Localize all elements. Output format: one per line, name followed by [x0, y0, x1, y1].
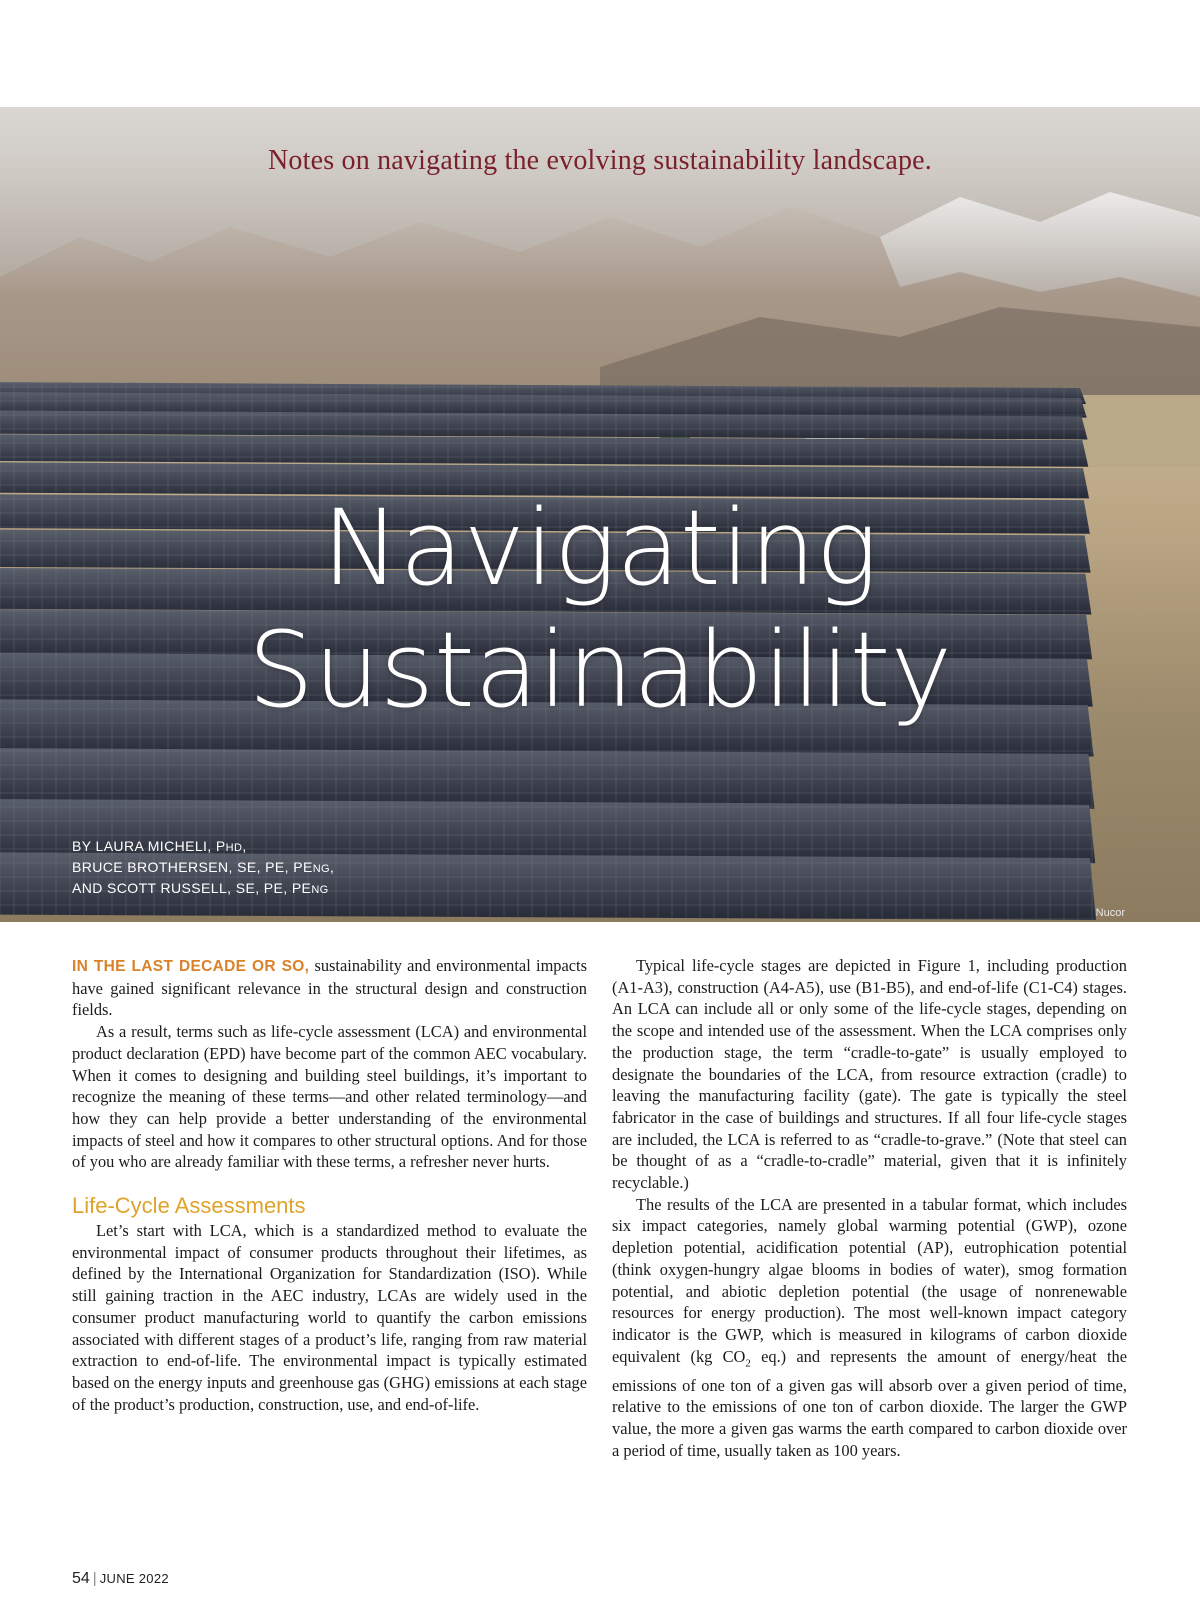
page-footer	[72, 1570, 169, 1588]
paragraph: Let’s start with LCA, which is a standardized method to evaluate the environmental impact of consumer products throughout their lifetimes, as defined by the International Organization for Standardization (ISO). While still gaining traction in the AEC industry, LCAs are widely used in the consumer product manufacturing world to quantify the carbon emissions associated with different stages of a product’s life, ranging from raw material extraction to end-of-life. The environmental impact is typically estimated based on the energy inputs and greenhouse gas (GHG) emissions at each stage of the product’s production, construction, use, and end-of-life.	[72, 1221, 587, 1414]
paragraph: As a result, terms such as life-cycle assessment (LCA) and environmental product declaration (EPD) have become part of the common AEC vocabulary. When it comes to designing and building steel buildings, it’s important to recognize the meaning of these terms—and other related terminology—and how they can help provide a better understanding of the environmental impacts of steel and how it compares to other structural options. And for those of you who are already familiar with these terms, a refresher never hurts.	[72, 1022, 587, 1172]
hero-photo	[0, 107, 1200, 922]
lead-in: IN THE LAST DECADE OR SO,	[72, 958, 310, 975]
page-number: 54	[72, 1570, 90, 1587]
solar-panel-row	[0, 434, 1088, 467]
section-heading: Life-Cycle Assessments	[72, 1193, 306, 1219]
paragraph: Typical life-cycle stages are depicted in Figure 1, including production (A1-A3), construction (A4-A5), use (B1-B5), and end-of-life (C1-C4) stages. An LCA can include all or only some of the life-cycle stages, depending on the scope and intended use of the assessment. When the LCA comprises only the production stage, the term “cradle-to-gate” is usually employed to designate the boundaries of the LCA, from resource extraction (cradle) to leaving the manufacturing facility (gate). The gate is typically the steel fabricator in the case of buildings and structures. If all four life-cycle stages are included, the LCA is referred to as “cradle-to-grave.” (Note that steel can be thought of as a “cradle-to-cradle” material, given that it is infinitely recyclable.)	[612, 956, 1127, 1193]
page-title	[0, 487, 1200, 731]
hero-subtitle: Notes on navigating the evolving sustainability landscape.	[267, 145, 933, 176]
footer-separator: |	[92, 1570, 97, 1587]
author-byline	[72, 837, 334, 900]
byline-line-2: BRUCE BROTHERSEN, SE, PE, PENG,	[72, 859, 335, 875]
solar-panel-row	[0, 748, 1094, 809]
photo-credit: Nucor	[1095, 907, 1125, 919]
title-line-2: Sustainability	[247, 609, 953, 731]
byline-line-3: AND SCOTT RUSSELL, SE, PE, PENG	[72, 880, 329, 896]
paragraph: The results of the LCA are presented in a tabular format, which includes six impact categories, namely global warming potential (GWP), ozone depletion potential, acidification potential (AP), eutrophication potential (think oxygen-hungry algae blooms in bodies of water), smog formation potential, and abiotic depletion potential (the usage of nonrenewable resources for energy production). The most well-known impact category indicator is the GWP, which is measured in kilograms of carbon dioxide equivalent (kg $CO_2$ eq.) and represents the amount of energy/heat the emissions of one ton of a given gas will absorb over a given period of time, relative to the emissions of one ton of carbon dioxide. The larger the GWP value, the more a given gas warms the earth compared to carbon dioxide over a period of time, usually taken as 100 years.	[612, 1194, 1127, 1460]
article-column-left	[72, 955, 587, 1415]
issue-date: JUNE 2022	[99, 1571, 169, 1586]
article-column-right	[612, 955, 1127, 1461]
title-line-1: Navigating	[321, 487, 879, 609]
paragraph-intro: IN THE LAST DECADE OR SO, sustainability and environmental impacts have gained significant relevance in the structural design and construction fields.	[72, 956, 587, 1020]
byline-line-1: BY LAURA MICHELI, PHD,	[72, 838, 247, 854]
